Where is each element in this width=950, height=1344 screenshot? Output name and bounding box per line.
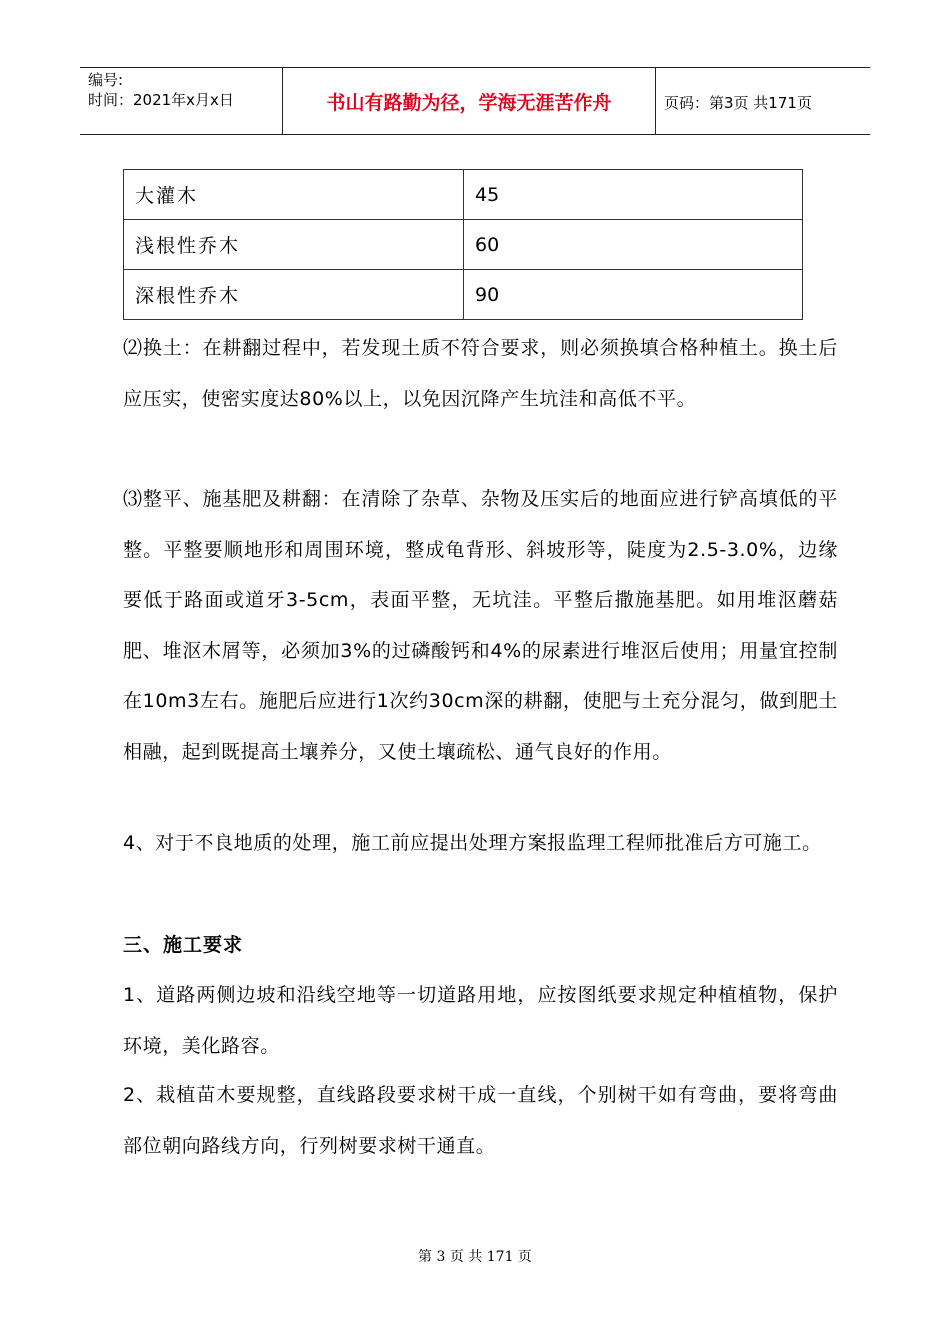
doc-date-label: 时间：2021年x月x日 [88, 91, 234, 109]
table-row [124, 220, 803, 270]
table-row [124, 270, 803, 320]
table-cell-plant: 大灌木 [124, 170, 464, 220]
paragraph-soil-replacement: ⑵换土：在耕翻过程中，若发现土质不符合要求，则必须换填合格种植土。换土后应压实，使密实度达80%以上，以免因沉降产生坑洼和高低不平。 [123, 337, 838, 410]
header-page-info: 页码：第3页 共171页 [664, 94, 812, 112]
table-cell-depth: 45 [464, 170, 803, 220]
paragraph-requirement-1: 1、道路两侧边坡和沿线空地等一切道路用地，应按图纸要求规定种植植物，保护环境，美化路容。 [123, 984, 838, 1057]
table-row [124, 170, 803, 220]
paragraph-requirement-2: 2、栽植苗木要规整，直线路段要求树干成一直线，个别树干如有弯曲，要将弯曲部位朝向路线方向，行列树要求树干通直。 [123, 1084, 838, 1157]
header-top-rule [80, 67, 870, 68]
paragraph-poor-geology: 4、对于不良地质的处理，施工前应提出处理方案报监理工程师批准后方可施工。 [123, 832, 822, 854]
paragraph-leveling-fertilizing: ⑶整平、施基肥及耕翻：在清除了杂草、杂物及压实后的地面应进行铲高填低的平整。平整要顺地形和周围环境，整成龟背形、斜坡形等，陡度为2.5-3.0%，边缘要低于路面或道牙3-5cm，表面平整，无坑洼。平整后撒施基肥。如用堆沤蘑菇肥、堆沤木屑等，必须加3%的过磷酸钙和4%的尿素进行堆沤后使用；用量宜控制在10m3左右。施肥后应进行1次约30cm深的耕翻，使肥与土充分混匀，做到肥土相融，起到既提高土壤养分，又使土壤疏松、通气良好的作用。 [123, 488, 838, 763]
doc-number-label: 编号: [88, 71, 124, 89]
table-cell-depth: 90 [464, 270, 803, 320]
table-cell-plant: 浅根性乔木 [124, 220, 464, 270]
soil-depth-table [123, 169, 803, 320]
page-footer: 第 3 页 共 171 页 [418, 1249, 532, 1265]
header-motto: 书山有路勤为径，学海无涯苦作舟 [326, 92, 612, 114]
table-cell-plant: 深根性乔木 [124, 270, 464, 320]
table-cell-depth: 60 [464, 220, 803, 270]
section-heading: 三、施工要求 [123, 934, 244, 956]
header-bottom-rule [80, 134, 870, 135]
